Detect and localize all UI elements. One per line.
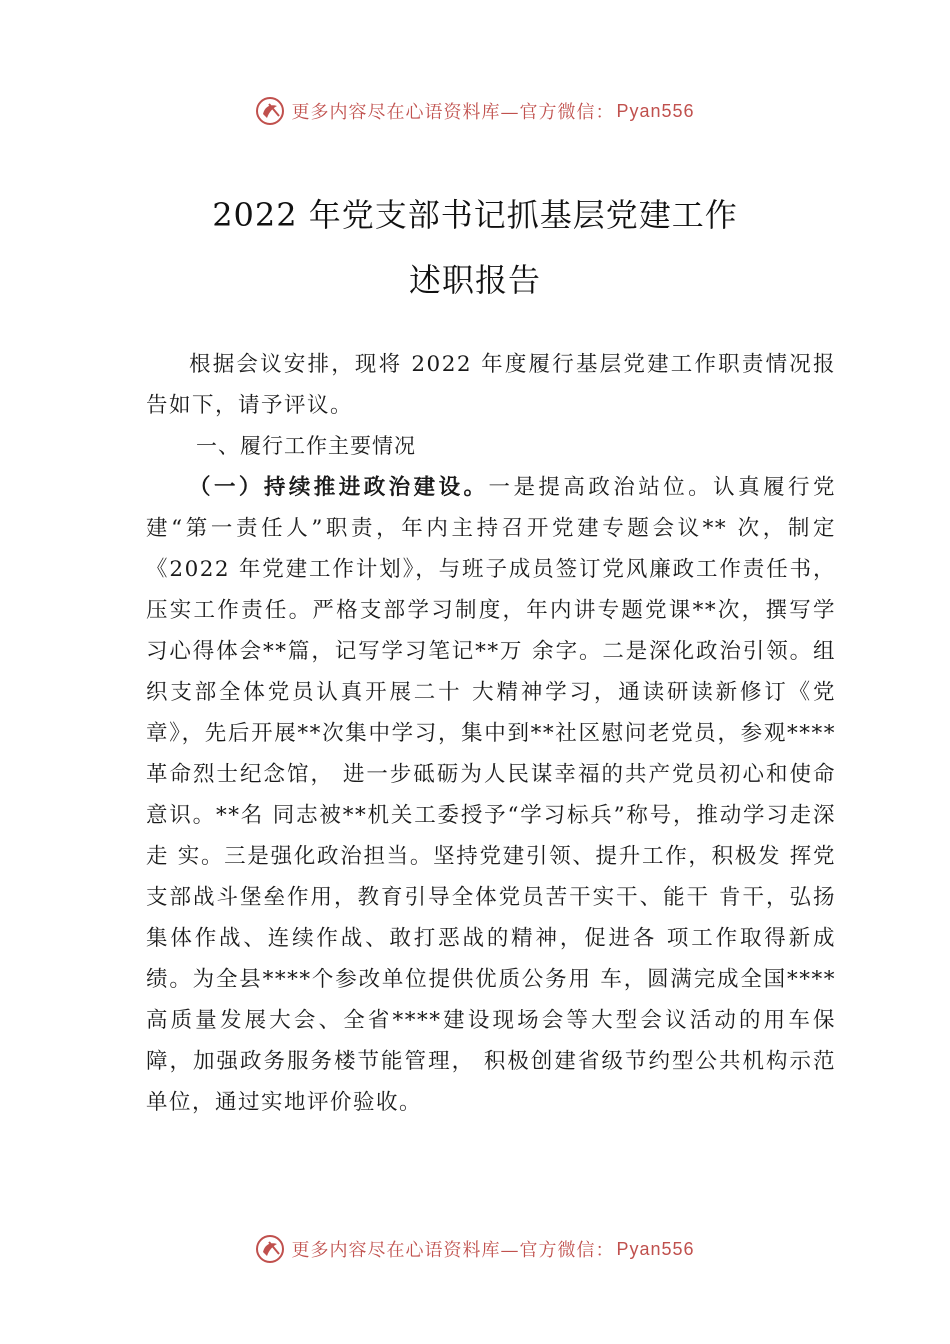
watermark-wechat-id: Pyan556	[616, 100, 695, 121]
brand-logo-icon	[255, 1234, 285, 1264]
document-title-line2: 述职报告	[408, 261, 541, 299]
watermark-text: 更多内容尽在心语资料库—官方微信：	[291, 102, 615, 123]
document-body	[146, 344, 836, 1123]
section-heading: 一、履行工作主要情况	[196, 434, 416, 458]
watermark-header	[0, 96, 950, 126]
watermark-text: 更多内容尽在心语资料库—官方微信：	[291, 1240, 615, 1261]
intro-paragraph: 根据会议安排，现将 2022 年度履行基层党建工作职责情况报告如下，请予评议。	[146, 352, 836, 418]
sub-heading: （一）持续推进政治建设。	[189, 475, 489, 500]
sub-body: 一是提高政治站位。认真履行党建“第一责任人”职责，年内主持召开党建专题会议** 次，制定《2022 年党建工作计划》，与班子成员签订党风廉政工作责任书，压实工作责任。严格支部学习制度，年内讲专题党课**次，撰写学习心得体会**篇，记写学习笔记**万 余字。二是深化政治引领。组织支部全体党员认真开展二十 大精神学习，通读研读新修订《党章》，先后开展**次集中学习，集中到**社区慰问老党员，参观****革命烈士纪念馆， 进一步砥砺为人民谋幸福的共产党员初心和使命意识。**名 同志被**机关工委授予“学习标兵”称号，推动学习走深走 实。三是强化政治担当。坚持党建引领、提升工作，积极发 挥党支部战斗堡垒作用，教育引导全体党员苦干实干、能干 肯干，弘扬集体作战、连续作战、敢打恶战的精神，促进各 项工作取得新成绩。为全县****个参改单位提供优质公务用 车，圆满完成全国****高质量发展大会、全省****建设现场会等大型会议活动的用车保障，加强政务服务楼节能管理， 积极创建省级节约型公共机构示范单位，通过实地评价验收。	[146, 475, 836, 1115]
document-title-line1: 2022 年党支部书记抓基层党建工作	[212, 196, 738, 234]
watermark-wechat-id: Pyan556	[616, 1238, 695, 1259]
section-paragraph	[146, 467, 836, 1123]
brand-logo-icon	[255, 96, 285, 126]
watermark-footer	[0, 1234, 950, 1264]
